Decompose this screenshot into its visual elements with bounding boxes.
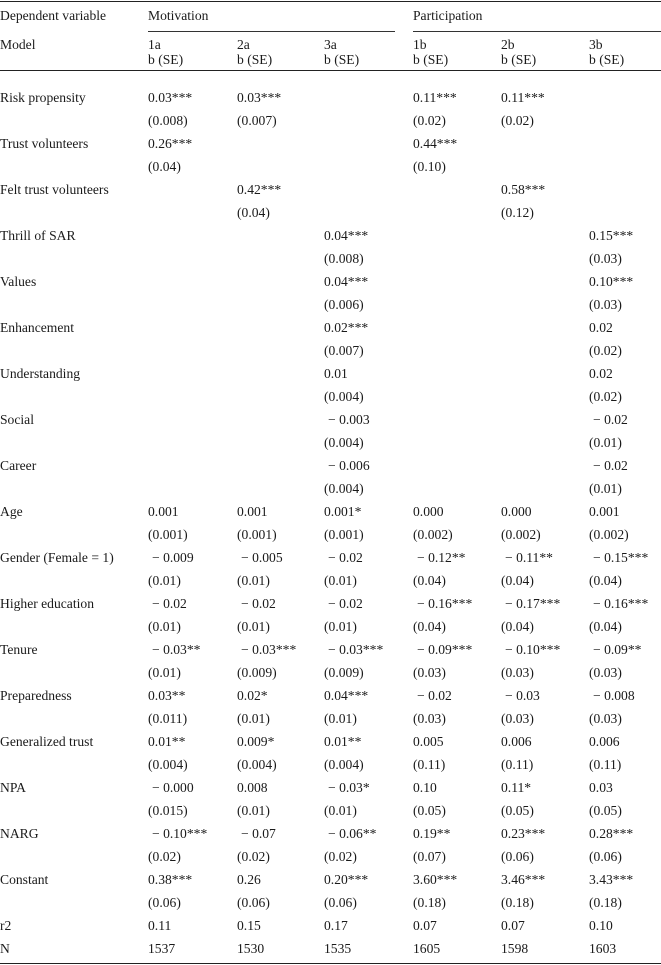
coefficient: 0.58*** [501,182,546,197]
standard-error: (0.18) [413,895,446,910]
standard-error: (0.03) [501,711,534,726]
coefficient: 0.19** [413,826,451,841]
group-rule-participation [413,31,661,32]
stat-value: 0.11 [148,918,172,933]
standard-error: (0.06) [148,895,181,910]
standard-error: (0.02) [148,849,181,864]
coefficient: − 0.000 [152,780,194,795]
stat-value: 1535 [324,941,352,956]
coefficient: − 0.10*** [505,642,561,657]
coefficient: − 0.12** [417,550,466,565]
standard-error: (0.02) [413,113,446,128]
coefficient: 0.008 [237,780,268,795]
standard-error: (0.006) [324,297,364,312]
standard-error: (0.04) [413,619,446,634]
row-label: Tenure [0,642,38,657]
model-name: 1b [413,37,427,52]
coefficient: − 0.16*** [593,596,649,611]
standard-error: (0.007) [237,113,277,128]
coefficient: − 0.008 [593,688,635,703]
coefficient: 3.46*** [501,872,546,887]
coefficient: − 0.02 [328,596,363,611]
row-label: Preparedness [0,688,72,703]
standard-error: (0.01) [589,481,622,496]
coefficient: − 0.009 [152,550,194,565]
header-rule [0,70,661,71]
coefficient: − 0.09*** [417,642,473,657]
standard-error: (0.18) [589,895,622,910]
coefficient: 0.02*** [324,320,369,335]
standard-error: (0.004) [148,757,188,772]
standard-error: (0.002) [501,527,541,542]
standard-error: (0.01) [237,619,270,634]
standard-error: (0.001) [324,527,364,542]
stat-label: N [0,941,10,956]
stat-value: 0.07 [501,918,525,933]
group-label-participation: Participation [413,8,483,23]
standard-error: (0.05) [413,803,446,818]
standard-error: (0.001) [148,527,188,542]
standard-error: (0.05) [589,803,622,818]
model-name: 1a [148,37,161,52]
coefficient: − 0.005 [241,550,283,565]
standard-error: (0.004) [324,389,364,404]
standard-error: (0.11) [589,757,622,772]
coefficient: − 0.03*** [328,642,384,657]
standard-error: (0.004) [237,757,277,772]
coefficient: − 0.03 [505,688,540,703]
coefficient: 0.11* [501,780,532,795]
standard-error: (0.01) [148,665,181,680]
coefficient: 0.005 [413,734,444,749]
coefficient: 0.04*** [324,274,369,289]
standard-error: (0.06) [324,895,357,910]
bottom-rule [0,963,661,964]
model-sub: b (SE) [237,52,273,67]
coefficient: 0.03 [589,780,613,795]
coefficient: 0.10*** [589,274,634,289]
model-sub: b (SE) [589,52,625,67]
standard-error: (0.03) [589,251,622,266]
standard-error: (0.01) [237,803,270,818]
standard-error: (0.004) [324,481,364,496]
coefficient: − 0.06** [328,826,377,841]
standard-error: (0.03) [589,665,622,680]
coefficient: 0.01** [324,734,362,749]
standard-error: (0.04) [589,619,622,634]
stat-value: 0.07 [413,918,437,933]
stat-value: 0.10 [589,918,613,933]
coefficient: 0.38*** [148,872,193,887]
standard-error: (0.02) [589,343,622,358]
coefficient: − 0.02 [328,550,363,565]
stat-value: 1603 [589,941,617,956]
row-label: Generalized trust [0,734,94,749]
coefficient: 0.001* [324,504,362,519]
stat-value: 1598 [501,941,529,956]
row-label: Trust volunteers [0,136,89,151]
coefficient: − 0.17*** [505,596,561,611]
coefficient: − 0.09** [593,642,642,657]
coefficient: 0.20*** [324,872,369,887]
stat-label: r2 [0,918,12,933]
standard-error: (0.18) [501,895,534,910]
coefficient: 0.001 [589,504,620,519]
model-label: Model [0,37,36,52]
coefficient: 0.04*** [324,688,369,703]
coefficient: 0.03** [148,688,186,703]
stat-value: 1537 [148,941,176,956]
standard-error: (0.008) [324,251,364,266]
standard-error: (0.02) [589,389,622,404]
coefficient: 0.02 [589,320,613,335]
top-rule [0,1,661,2]
row-label: NPA [0,780,26,795]
coefficient: 0.11*** [501,90,545,105]
coefficient: 0.006 [501,734,532,749]
standard-error: (0.04) [501,573,534,588]
standard-error: (0.02) [237,849,270,864]
standard-error: (0.04) [148,159,181,174]
standard-error: (0.06) [237,895,270,910]
row-label: Thrill of SAR [0,228,76,243]
standard-error: (0.01) [237,573,270,588]
row-label: Enhancement [0,320,74,335]
coefficient: − 0.16*** [417,596,473,611]
coefficient: − 0.07 [241,826,276,841]
coefficient: 0.44*** [413,136,458,151]
model-sub: b (SE) [148,52,184,67]
standard-error: (0.02) [324,849,357,864]
row-label: Understanding [0,366,81,381]
standard-error: (0.11) [413,757,446,772]
standard-error: (0.015) [148,803,188,818]
standard-error: (0.004) [324,757,364,772]
standard-error: (0.009) [237,665,277,680]
standard-error: (0.03) [413,665,446,680]
standard-error: (0.03) [501,665,534,680]
standard-error: (0.01) [324,619,357,634]
stat-value: 1605 [413,941,441,956]
standard-error: (0.11) [501,757,534,772]
coefficient: 0.001 [148,504,179,519]
standard-error: (0.04) [501,619,534,634]
coefficient: − 0.15*** [593,550,649,565]
row-label: Felt trust volunteers [0,182,109,197]
model-sub: b (SE) [501,52,537,67]
coefficient: − 0.11** [505,550,553,565]
coefficient: 0.01 [324,366,348,381]
group-rule-motivation [148,31,395,32]
model-name: 3a [324,37,337,52]
model-name: 3b [589,37,603,52]
coefficient: 3.60*** [413,872,458,887]
coefficient: 0.009* [237,734,275,749]
standard-error: (0.002) [589,527,629,542]
standard-error: (0.05) [501,803,534,818]
row-label: NARG [0,826,39,841]
row-label: Values [0,274,37,289]
standard-error: (0.04) [237,205,270,220]
standard-error: (0.01) [324,711,357,726]
coefficient: 0.26 [237,872,261,887]
row-label: Social [0,412,34,427]
coefficient: − 0.02 [417,688,452,703]
coefficient: 0.02* [237,688,268,703]
standard-error: (0.01) [237,711,270,726]
standard-error: (0.01) [324,573,357,588]
coefficient: 0.28*** [589,826,634,841]
coefficient: 0.01** [148,734,186,749]
standard-error: (0.12) [501,205,534,220]
coefficient: 0.26*** [148,136,193,151]
coefficient: 0.04*** [324,228,369,243]
standard-error: (0.01) [589,435,622,450]
standard-error: (0.06) [589,849,622,864]
model-sub: b (SE) [413,52,449,67]
coefficient: − 0.02 [241,596,276,611]
model-name: 2b [501,37,515,52]
coefficient: 0.11*** [413,90,457,105]
coefficient: 0.000 [413,504,444,519]
coefficient: 0.000 [501,504,532,519]
coefficient: − 0.02 [593,458,628,473]
coefficient: − 0.003 [328,412,370,427]
coefficient: − 0.10*** [152,826,208,841]
row-label: Constant [0,872,49,887]
row-label: Gender (Female = 1) [0,550,114,565]
standard-error: (0.03) [589,297,622,312]
row-label: Career [0,458,37,473]
stat-value: 0.17 [324,918,348,933]
standard-error: (0.007) [324,343,364,358]
stat-value: 0.15 [237,918,261,933]
standard-error: (0.01) [148,573,181,588]
coefficient: − 0.02 [152,596,187,611]
standard-error: (0.03) [413,711,446,726]
stat-value: 1530 [237,941,265,956]
standard-error: (0.04) [589,573,622,588]
standard-error: (0.04) [413,573,446,588]
coefficient: − 0.03*** [241,642,297,657]
dependent-variable-label: Dependent variable [0,8,107,23]
row-label: Higher education [0,596,94,611]
coefficient: 0.10 [413,780,437,795]
standard-error: (0.03) [589,711,622,726]
standard-error: (0.011) [148,711,188,726]
coefficient: − 0.02 [593,412,628,427]
standard-error: (0.01) [148,619,181,634]
coefficient: 0.02 [589,366,613,381]
coefficient: 3.43*** [589,872,634,887]
standard-error: (0.002) [413,527,453,542]
standard-error: (0.10) [413,159,446,174]
standard-error: (0.01) [324,803,357,818]
coefficient: 0.15*** [589,228,634,243]
coefficient: 0.42*** [237,182,282,197]
coefficient: − 0.03** [152,642,201,657]
standard-error: (0.008) [148,113,188,128]
standard-error: (0.06) [501,849,534,864]
standard-error: (0.001) [237,527,277,542]
standard-error: (0.07) [413,849,446,864]
coefficient: − 0.006 [328,458,370,473]
coefficient: 0.001 [237,504,268,519]
standard-error: (0.004) [324,435,364,450]
row-label: Risk propensity [0,90,86,105]
coefficient: 0.03*** [148,90,193,105]
standard-error: (0.02) [501,113,534,128]
coefficient: 0.03*** [237,90,282,105]
coefficient: 0.006 [589,734,620,749]
coefficient: 0.23*** [501,826,546,841]
model-sub: b (SE) [324,52,360,67]
coefficient: − 0.03* [328,780,370,795]
group-label-motivation: Motivation [148,8,209,23]
model-name: 2a [237,37,250,52]
standard-error: (0.009) [324,665,364,680]
row-label: Age [0,504,23,519]
